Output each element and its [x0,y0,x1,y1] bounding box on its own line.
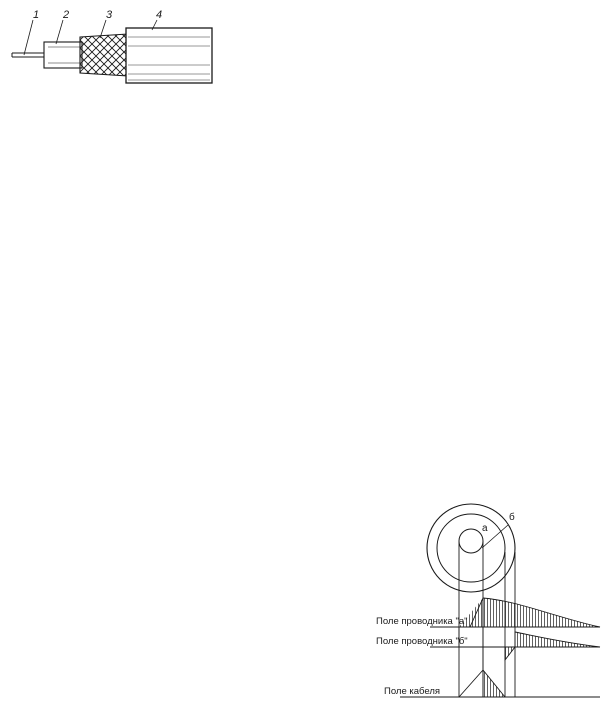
callout-1: 1 [33,9,40,21]
coaxial-cable-drawing [12,9,212,83]
cable-outer-jacket [126,28,212,83]
cable-dielectric [44,42,82,68]
cable-braid-shield [80,34,128,76]
label-conductor-b: б [509,512,515,523]
callout-2: 2 [63,9,70,21]
cable-cross-section [427,504,515,592]
callout-4: 4 [156,9,163,21]
cable-inner-conductor [12,53,46,57]
inner-conductor-circle [459,529,483,553]
label-field-b: Поле проводника "б" [376,636,468,647]
label-field-a: Поле проводника "а" [376,616,468,627]
field-curve-a [459,598,600,627]
outer-conductor-circle [427,504,515,592]
field-curve-cable [459,647,505,697]
outer-conductor-inner-circle [437,514,505,582]
label-conductor-a: а [482,523,488,534]
field-diagram [376,504,600,697]
label-field-cable: Поле кабеля [384,686,441,697]
field-curve-b [505,632,600,660]
callout-3: 3 [106,9,113,21]
